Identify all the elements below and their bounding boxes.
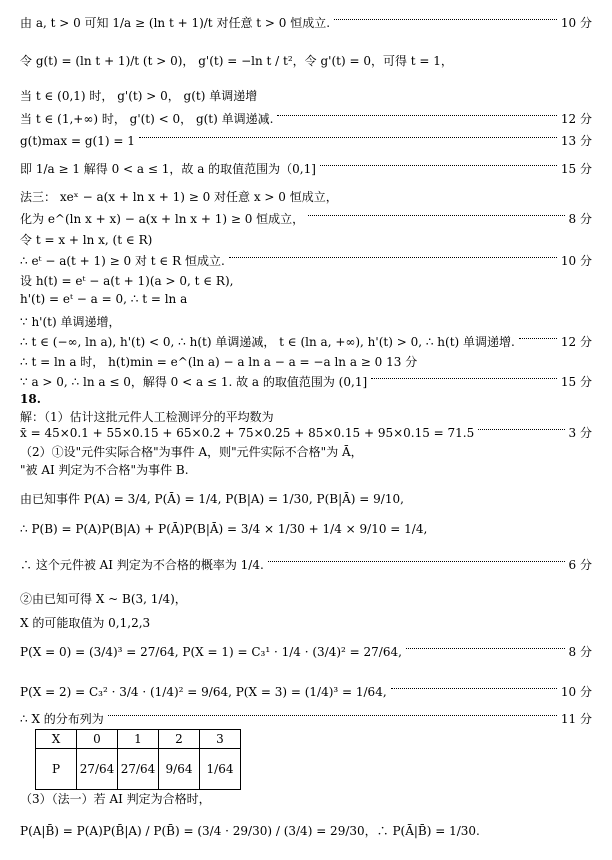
- solution-line: x̄ = 45×0.1 + 55×0.15 + 65×0.2 + 75×0.25 + 85×0.15 + 95×0.15 = 71.5 3 分: [20, 425, 592, 440]
- solution-line: P(A|B̄) = P(A)P(B̄|A) / P(B̄) = (3/4 · 29/30) / (3/4) = 29/30，∴ P(Ā|B̄) = 1/30.: [20, 824, 480, 838]
- solution-line: ∴ X 的分布列为 11 分: [20, 712, 592, 726]
- solution-line: ∴ t = ln a 时， h(t)min = e^(ln a) − a ln a − a = −a ln a ≥ 0 13 分: [20, 355, 418, 369]
- solution-line: ∵ a > 0, ∴ ln a ≤ 0，解得 0 < a ≤ 1. 故 a 的取值范围为 (0,1] 15 分: [20, 375, 592, 389]
- solution-line: 当 t ∈ (1,+∞) 时， g'(t) < 0， g(t) 单调递减. 12 分: [20, 112, 592, 126]
- solution-line: 由 a, t > 0 可知 1/a ≥ (ln t + 1)/t 对任意 t > 0 恒成立. 10 分: [20, 16, 592, 30]
- solution-line: ∴ eᵗ − a(t + 1) ≥ 0 对 t ∈ R 恒成立. 10 分: [20, 254, 592, 268]
- solution-line: 令 t = x + ln x, (t ∈ R): [20, 233, 153, 247]
- table-cell: 1: [118, 730, 159, 749]
- solution-line: 化为 e^(ln x + x) − a(x + ln x + 1) ≥ 0 恒成立， 8 分: [20, 212, 592, 226]
- table-cell: P: [36, 749, 77, 790]
- table-cell: 1/64: [200, 749, 241, 790]
- solution-line: 由已知事件 P(A) = 3/4, P(Ā) = 1/4, P(B|A) = 1/30, P(B|Ā) = 9/10,: [20, 492, 404, 506]
- table-cell: 2: [159, 730, 200, 749]
- table-row: [36, 749, 241, 790]
- table-cell: 0: [77, 730, 118, 749]
- solution-line: 设 h(t) = eᵗ − a(t + 1)(a > 0, t ∈ R),: [20, 274, 234, 288]
- table-cell: X: [36, 730, 77, 749]
- table-cell: 9/64: [159, 749, 200, 790]
- question-number: 18.: [20, 392, 41, 406]
- distribution-table: [35, 729, 241, 790]
- solution-line: 解：（1）估计这批元件人工检测评分的平均数为: [20, 410, 274, 424]
- solution-line: P(X = 2) = C₃² · 3/4 · (1/4)² = 9/64, P(X = 3) = (1/4)³ = 1/64, 10 分: [20, 684, 592, 699]
- table-cell: 27/64: [77, 749, 118, 790]
- solution-line: 令 g(t) = (ln t + 1)/t (t > 0)， g'(t) = −ln t / t²，令 g'(t) = 0，可得 t = 1，: [20, 54, 453, 68]
- solution-line: X 的可能取值为 0,1,2,3: [20, 616, 151, 630]
- solution-line: ②由已知可得 X ~ B(3, 1/4)，: [20, 592, 187, 606]
- table-row: [36, 730, 241, 749]
- solution-line: ∴ 这个元件被 AI 判定为不合格的概率为 1/4. 6 分: [20, 558, 592, 572]
- solution-line: g(t)max = g(1) = 1 13 分: [20, 133, 592, 148]
- solution-line: "被 AI 判定为不合格"为事件 B.: [20, 463, 189, 477]
- solution-line: （2）①设"元件实际合格"为事件 A，则"元件实际不合格"为 Ā，: [20, 445, 363, 459]
- solution-line: ∴ P(B) = P(A)P(B|A) + P(Ā)P(B|Ā) = 3/4 × 1/30 + 1/4 × 9/10 = 1/4,: [20, 522, 428, 536]
- table-cell: 27/64: [118, 749, 159, 790]
- solution-line: 即 1/a ≥ 1 解得 0 < a ≤ 1，故 a 的取值范围为（0,1] 15 分: [20, 162, 592, 176]
- solution-line: 当 t ∈ (0,1) 时， g'(t) > 0， g(t) 单调递增: [20, 89, 258, 103]
- table-cell: 3: [200, 730, 241, 749]
- solution-line: （3）（法一）若 AI 判定为合格时，: [20, 792, 211, 806]
- solution-line: ∵ h'(t) 单调递增，: [20, 315, 121, 329]
- solution-line: 法三： xeˣ − a(x + ln x + 1) ≥ 0 对任意 x > 0 恒成立，: [20, 190, 338, 204]
- solution-line: ∴ t ∈ (−∞, ln a), h'(t) < 0, ∴ h(t) 单调递减， t ∈ (ln a, +∞), h'(t) > 0, ∴ h(t) 单调递增. 12 分: [20, 335, 592, 349]
- solution-line: h'(t) = eᵗ − a = 0, ∴ t = ln a: [20, 292, 188, 306]
- solution-line: P(X = 0) = (3/4)³ = 27/64, P(X = 1) = C₃¹ · 1/4 · (3/4)² = 27/64, 8 分: [20, 644, 592, 659]
